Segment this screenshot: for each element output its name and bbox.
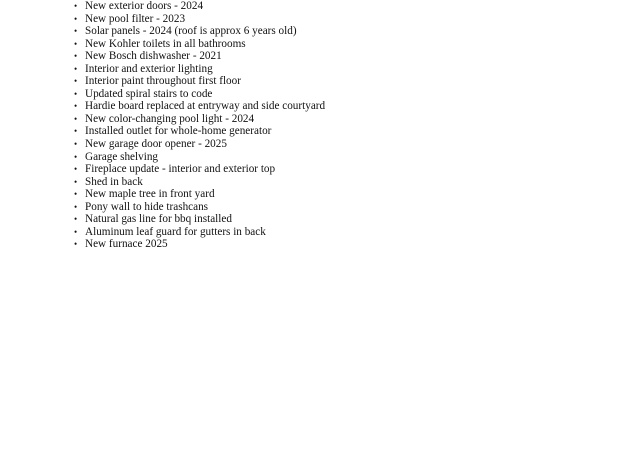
list-item	[74, 176, 614, 189]
bullet-icon: •	[74, 164, 78, 175]
list-item-text: New Bosch dishwasher - 2021	[85, 50, 222, 63]
list-item	[74, 213, 614, 226]
list-item-text: Interior paint throughout first floor	[85, 75, 241, 88]
bullet-icon: •	[74, 239, 78, 250]
bullet-icon: •	[74, 176, 78, 187]
list-item	[74, 63, 614, 76]
list-item	[74, 50, 614, 63]
list-item	[74, 38, 614, 51]
list-item	[74, 201, 614, 214]
list-item	[74, 100, 614, 113]
bullet-icon: •	[74, 63, 78, 74]
list-item	[74, 151, 614, 164]
list-item	[74, 238, 614, 251]
improvements-list	[74, 0, 614, 251]
list-item-text: New color-changing pool light - 2024	[85, 112, 255, 125]
bullet-icon: •	[74, 1, 78, 11]
bullet-icon: •	[74, 113, 78, 124]
list-item	[74, 0, 614, 13]
list-item	[74, 125, 614, 138]
bullet-icon: •	[74, 26, 78, 37]
bullet-icon: •	[74, 13, 78, 24]
bullet-icon: •	[74, 76, 78, 87]
list-item-text: Solar panels - 2024 (roof is approx 6 years old)	[85, 25, 297, 38]
list-item-text: New Kohler toilets in all bathrooms	[85, 37, 246, 50]
list-item-text: Shed in back	[85, 175, 143, 188]
bullet-icon: •	[74, 201, 78, 212]
list-item	[74, 226, 614, 239]
list-item-text: Garage shelving	[85, 150, 159, 163]
list-item-text: New exterior doors - 2024	[85, 0, 204, 12]
list-item	[74, 163, 614, 176]
list-item	[74, 113, 614, 126]
list-item-text: Interior and exterior lighting	[85, 62, 213, 75]
list-item	[74, 88, 614, 101]
list-item-text: Hardie board replaced at entryway and side courtyard	[85, 100, 326, 113]
list-item-text: Aluminum leaf guard for gutters in back	[85, 225, 266, 238]
list-item-text: Installed outlet for whole-home generator	[85, 125, 272, 138]
bullet-icon: •	[74, 151, 78, 162]
list-item	[74, 188, 614, 201]
list-item	[74, 13, 614, 26]
bullet-icon: •	[74, 226, 78, 237]
list-item-text: Natural gas line for bbq installed	[85, 213, 232, 226]
list-item-text: Pony wall to hide trashcans	[85, 200, 209, 213]
list-item-text: New garage door opener - 2025	[85, 138, 227, 151]
list-item	[74, 25, 614, 38]
list-item-text: New furnace 2025	[85, 238, 168, 251]
list-item	[74, 75, 614, 88]
bullet-icon: •	[74, 88, 78, 99]
list-item-text: New maple tree in front yard	[85, 188, 215, 201]
bullet-icon: •	[74, 51, 78, 62]
list-item-text: Fireplace update - interior and exterior top	[85, 163, 276, 176]
bullet-icon: •	[74, 38, 78, 49]
list-item-text: New pool filter - 2023	[85, 12, 186, 25]
bullet-icon: •	[74, 101, 78, 112]
bullet-icon: •	[74, 126, 78, 137]
list-item-text: Updated spiral stairs to code	[85, 87, 213, 100]
bullet-icon: •	[74, 189, 78, 200]
bullet-icon: •	[74, 214, 78, 225]
bullet-icon: •	[74, 139, 78, 150]
list-item	[74, 138, 614, 151]
